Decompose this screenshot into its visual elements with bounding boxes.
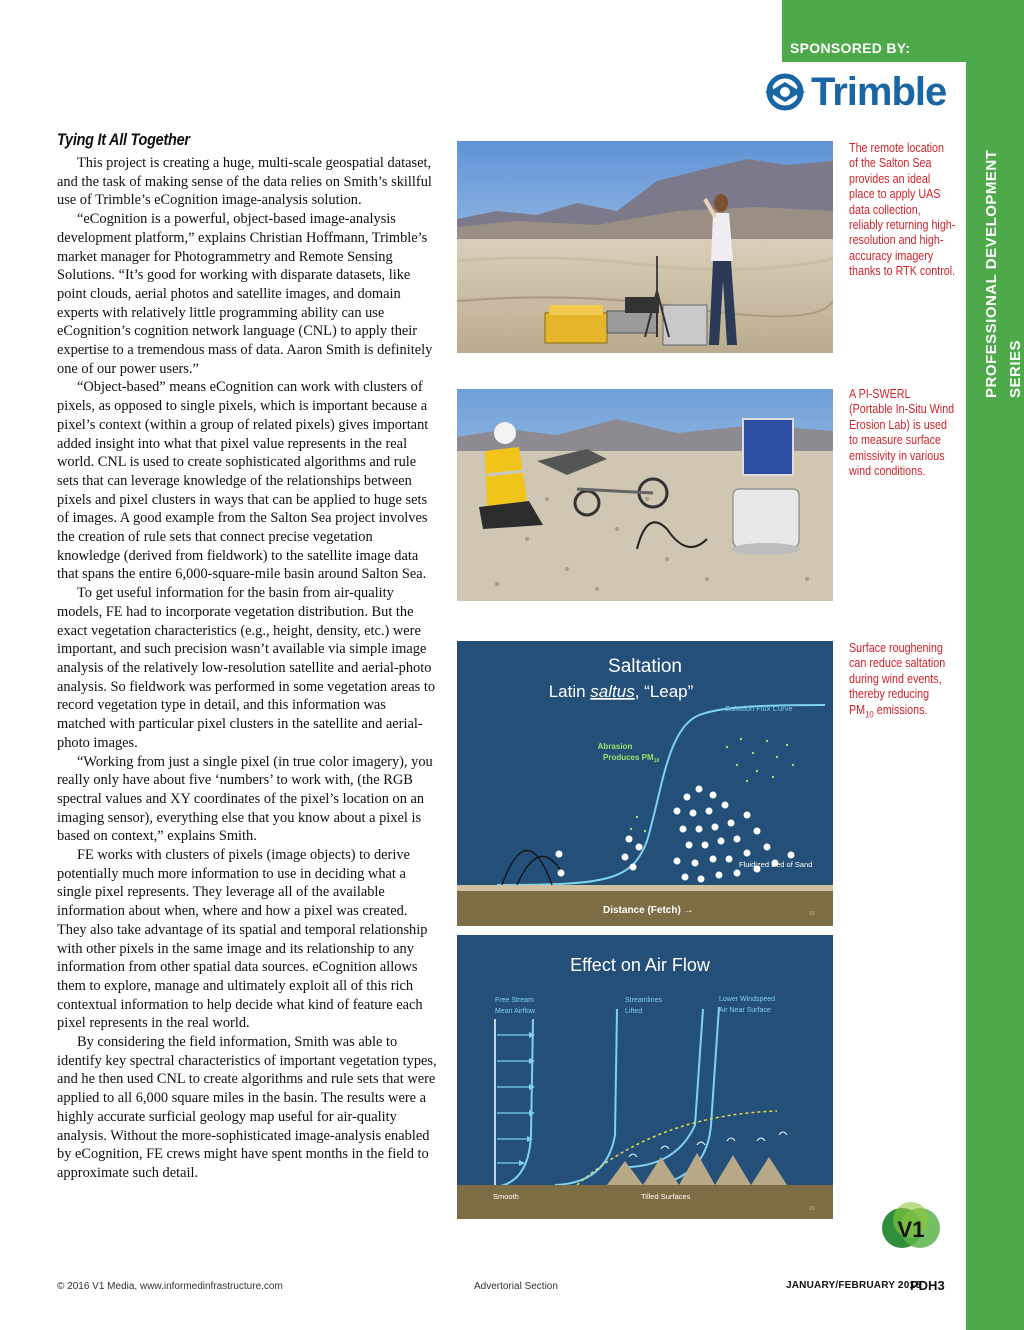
caption-diagram-1: Surface roughening can reduce saltation during wind events, thereby reducing $PM_{10}$ emissions.: [849, 641, 946, 720]
streamlines-label: Streamlines: [625, 997, 662, 1004]
abrasion-label: Abrasion: [597, 742, 633, 751]
caption-photo-1: The remote location of the Salton Sea provides an ideal place to apply UAS data collection, reliably returning high-resolution and high-accuracy imagery thanks to RTK control.: [849, 141, 956, 279]
mean-airflow-label: Mean Airflow: [495, 1008, 536, 1015]
article-paragraph: “Working from just a single pixel (in true color imagery), you really only have about five ‘numbers’ to work with, (the RGB spectral values and XY coordinates of the pixel’s location on an imaging sensor), everything else that you know about a pixel is based on context,” explains Smith.: [57, 753, 433, 845]
saltation-subtitle: Latin saltus, “Leap”: [548, 682, 694, 701]
footer-issue: JANUARY/FEBRUARY 2016: [786, 1280, 921, 1291]
trimble-logo[interactable]: [763, 68, 953, 118]
article-paragraph: This project is creating a huge, multi-scale geospatial dataset, and the task of making sense of the data relies on Smith’s skillful use of Trimble’s eCognition image-analysis solution.: [57, 155, 432, 209]
smooth-surface-label: Smooth: [493, 1192, 519, 1201]
article-paragraph: “eCognition is a powerful, object-based image-analysis development platform,” explains Christian Hoffmann, Trimble’s market manager for Photogrammetry and Remote Sensing Solutions. “It’s good for working with disparate datasets, like point clouds, aerial photos and satellite images, and domain experts with relatively little programming ability can use eCognition’s cognition network language (CNL) to apply their expertise to a tremendous mass of data. Aaron Smith is definitely one of our power users.”: [57, 211, 433, 377]
free-stream-label: Free Stream: [495, 997, 534, 1004]
trimble-wordmark: Trimble: [811, 70, 947, 114]
footer-page-number: PDH3: [910, 1278, 945, 1293]
airflow-title: Effect on Air Flow: [570, 955, 710, 975]
saltation-diagram: [457, 641, 833, 926]
article-paragraph: By considering the field information, Smith was able to identify key spectral characteristics of important vegetation types, and he then used CNL to create algorithms and rule sets that were applied to all 6,000 square miles in the basin. The results were a highly accurate surficial geology map useful for air-quality analysis. Without the more-sophisticated image-analysis enabled by eCognition, FE crews might have spent months in the field to approximate such detail.: [57, 1034, 437, 1181]
footer-section: Advertorial Section: [474, 1281, 558, 1292]
airflow-diagram: [457, 935, 833, 1219]
abrasion-pm-label: Produces $PM_{10}$: [603, 753, 660, 764]
v1-logo-text: V1: [897, 1217, 925, 1242]
saltation-flux-curve-label: Saltation Flux Curve: [725, 704, 793, 713]
tilled-surfaces-label: Tilled Surfaces: [641, 1192, 691, 1201]
article-paragraph: FE works with clusters of pixels (image objects) to derive potentially much more information to use in deciding what a single pixel represents. They leverage all of the available information about when, where and how a pixel was created. They also take advantage of its spatial and temporal relationship with other pixels in the same image and its relationship to any information from other spatial data sources. eCognition allows them to explore, manage and ultimately exploit all of this rich contextual information to help decide what kind of feature each pixel represents in the real world.: [57, 847, 428, 1032]
article-paragraph: To get useful information for the basin from air-quality models, FE had to incorporate vegetation distribution. But the exact vegetation characteristics (e.g., height, density, etc.) were important, and such precision wasn’t available via simple image analysis of the relatively low-resolution satellite and aerial-photo analysis. So fieldwork was performed in some vegetation areas to record vegetation type in detail, and this information was matched with particular pixel clusters in the satellite and aerial-photo images.: [57, 585, 436, 751]
article: [57, 130, 437, 1183]
photo-field-team: [457, 141, 833, 353]
caption-photo-2: A PI-SWERL (Portable In-Situ Wind Erosion Lab) is used to measure surface emissivity in various wind conditions.: [849, 387, 955, 479]
air-near-surface-label: Air Near Surface: [719, 1007, 771, 1014]
slide-number: 19: [809, 911, 815, 917]
lifted-label: Lifted: [625, 1008, 643, 1015]
distance-axis-label: Distance (Fetch) →: [603, 905, 694, 916]
sponsor-label: SPONSORED BY:: [790, 40, 911, 56]
footer-copyright: © 2016 V1 Media, www.informedinfrastructure.com: [57, 1281, 283, 1292]
trimble-globe-icon: [763, 70, 807, 114]
lower-windspeed-label: Lower Windspeed: [719, 996, 776, 1003]
fluidized-bed-label: Fluidized Bed of Sand: [739, 860, 813, 869]
article-heading: Tying It All Together: [57, 130, 190, 149]
photo-pi-swerl: [457, 389, 833, 601]
slide-number: 20: [809, 1206, 815, 1212]
series-label: PROFESSIONAL DEVELOPMENT SERIES: [983, 149, 1024, 398]
article-paragraph: “Object-based” means eCognition can work with clusters of pixels, as opposed to single pixels, which is important because a pixel’s context (within a group of related pixels) gives important added insight into what that pixel value represents in the real world. CNL is used to create sophisticated algorithms and rule sets that can leverage knowledge of the relationships between pixels and pixel clusters in ways that can be applied to huge sets of images. A good example from the Salton Sea project involves the creation of rule sets that connect precise vegetation knowledge (derived from fieldwork) to the satellite image data that spans the entire 6,000-square-mile basin around Salton Sea.: [57, 379, 429, 583]
v1-media-logo[interactable]: [880, 1198, 942, 1256]
saltation-title: Saltation: [608, 656, 682, 677]
